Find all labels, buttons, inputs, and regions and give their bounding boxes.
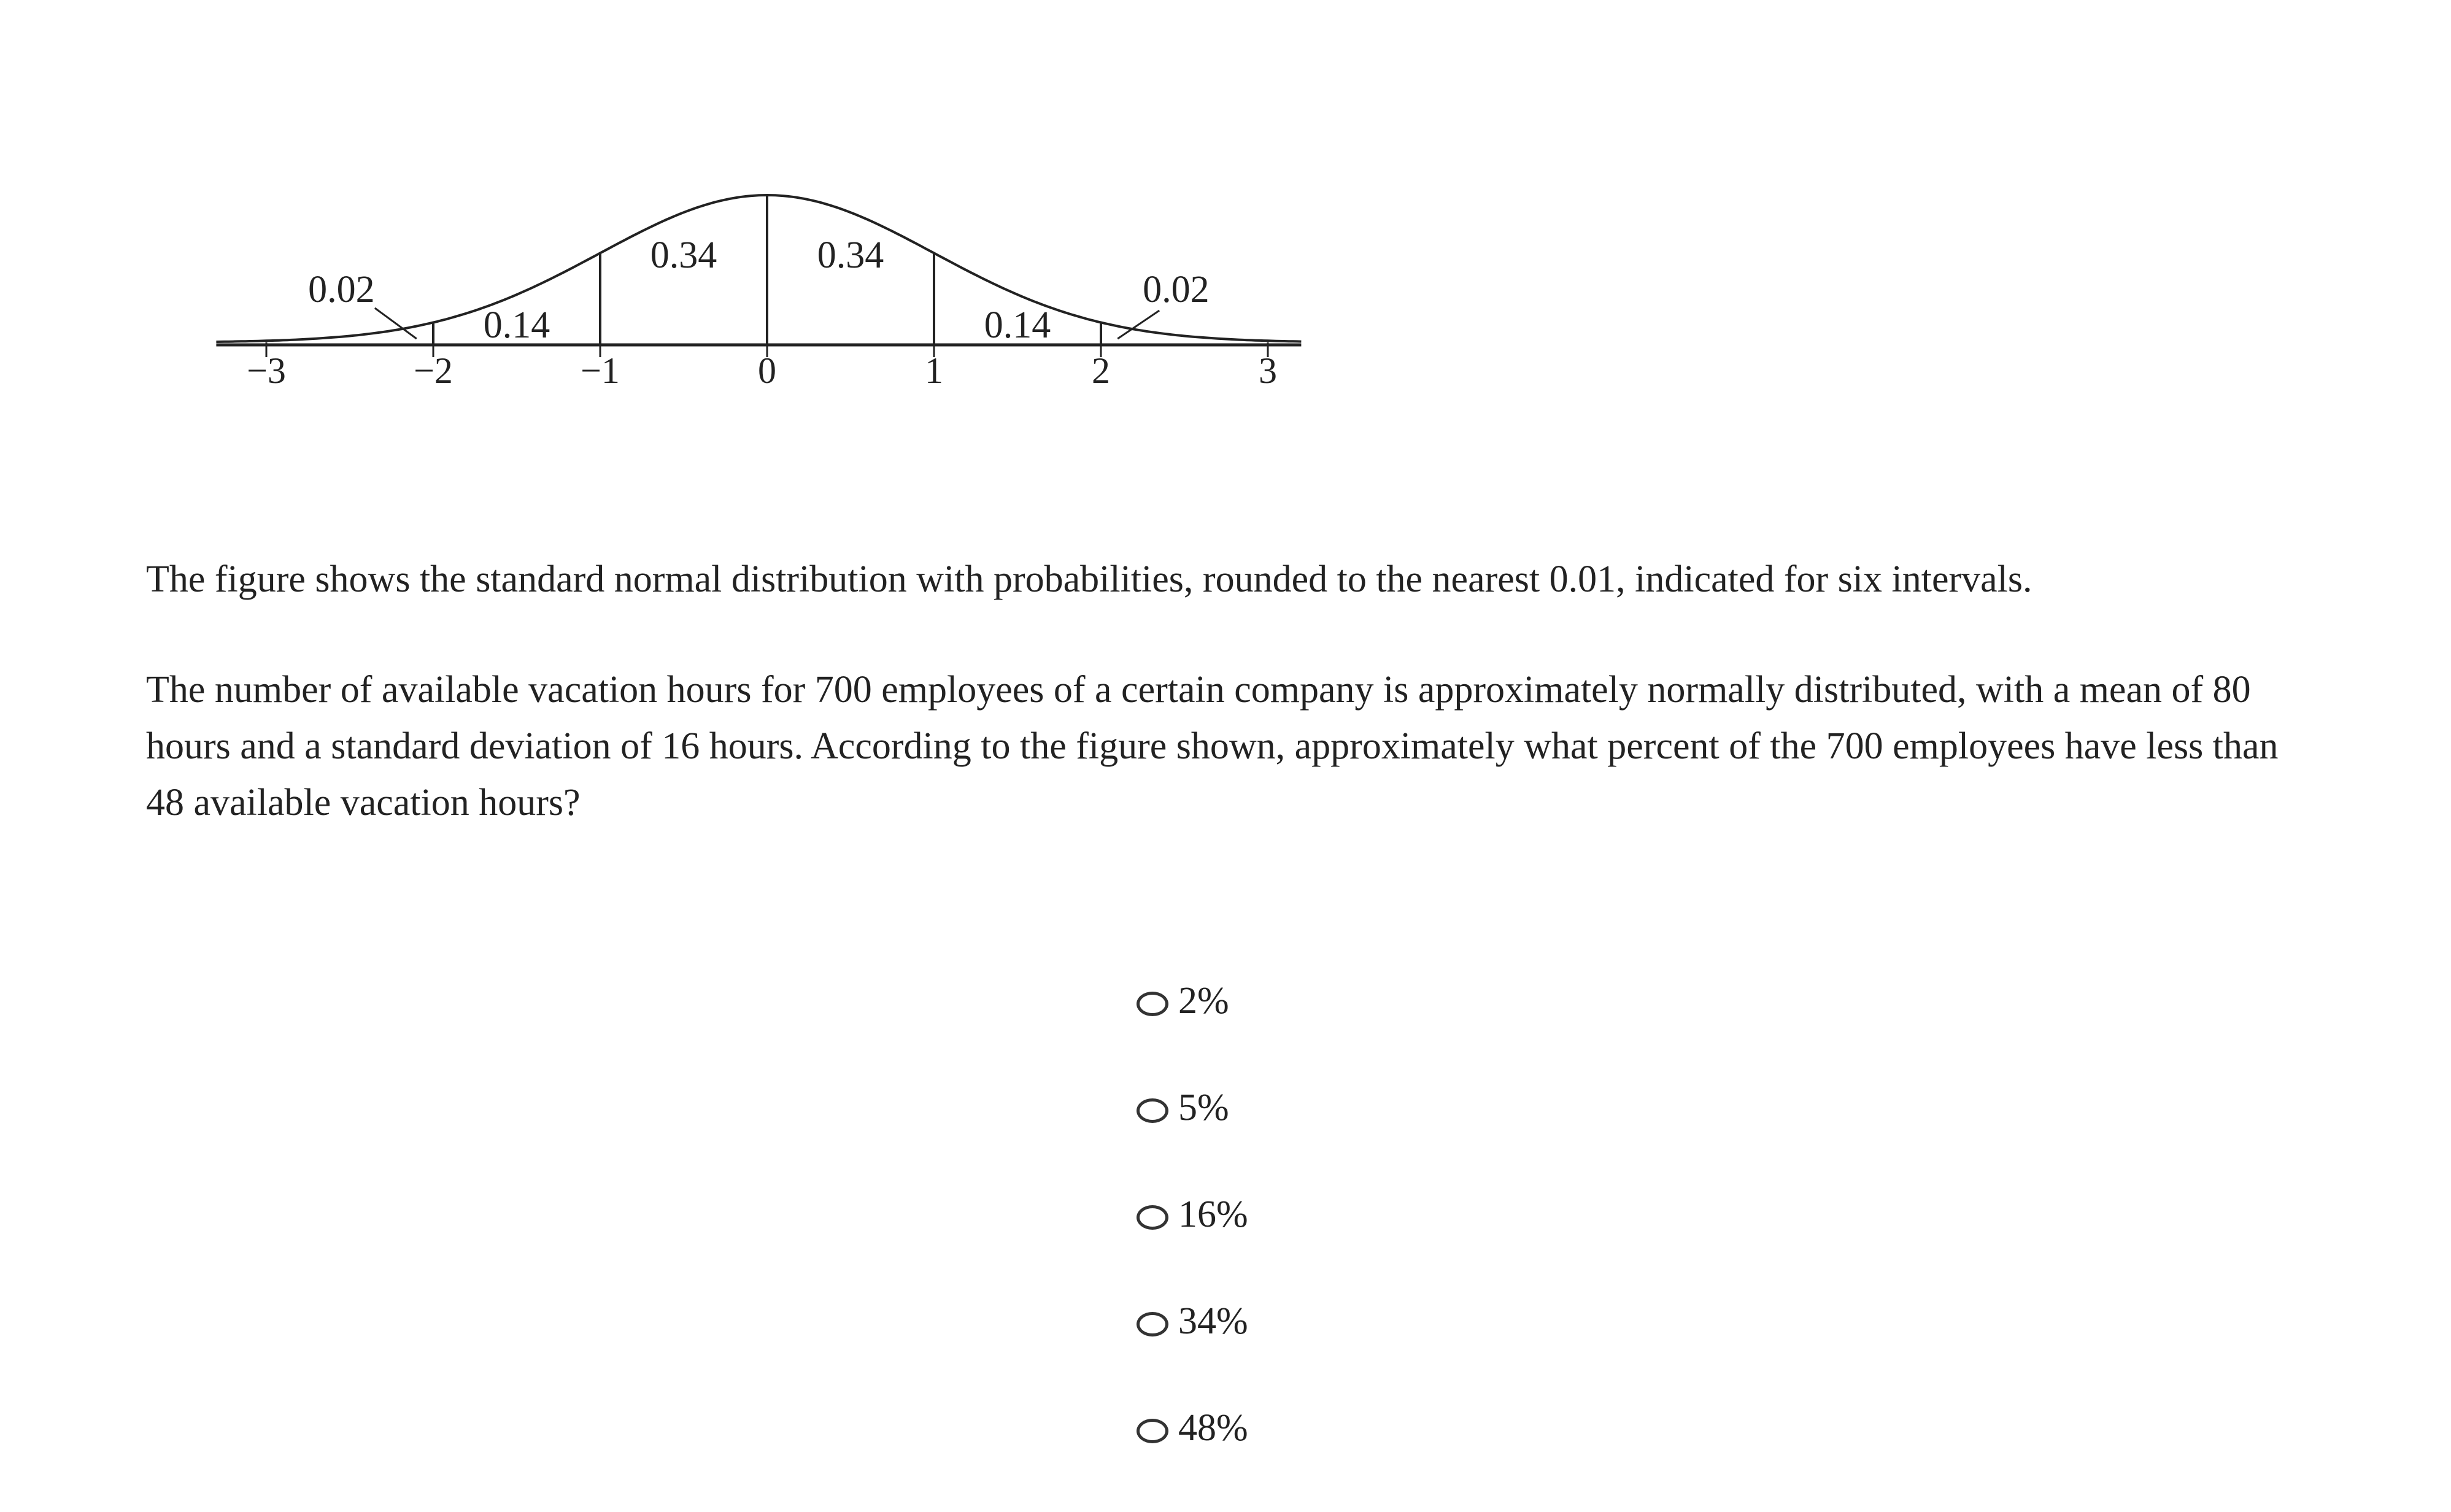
- radio-button-icon[interactable]: [1137, 1312, 1168, 1336]
- x-tick-label: 2: [1092, 350, 1110, 391]
- answer-choice[interactable]: [1137, 978, 1248, 1024]
- interval-probability-label: 0.02: [1143, 269, 1210, 310]
- answer-choice[interactable]: [1137, 1085, 1248, 1130]
- choice-label: 34%: [1178, 1300, 1248, 1342]
- x-tick-label: 1: [925, 350, 943, 391]
- radio-button-icon[interactable]: [1137, 1098, 1168, 1123]
- answer-choices: [1137, 978, 1248, 1512]
- radio-button-icon[interactable]: [1137, 992, 1168, 1016]
- answer-choice[interactable]: [1137, 1192, 1248, 1237]
- choice-label: 48%: [1178, 1406, 1248, 1449]
- interval-probability-label: 0.34: [817, 234, 884, 276]
- x-tick-label: −3: [247, 350, 286, 391]
- choice-label: 16%: [1178, 1193, 1248, 1235]
- x-tick-label: 3: [1259, 350, 1277, 391]
- density-curve: [216, 195, 1301, 342]
- answer-choice[interactable]: [1137, 1298, 1248, 1344]
- interval-probability-label: 0.14: [483, 304, 550, 346]
- x-tick-label: −2: [414, 350, 453, 391]
- interval-probability-label: 0.02: [308, 269, 375, 310]
- interval-probability-label: 0.34: [650, 234, 717, 276]
- tail-leader-line: [375, 308, 417, 339]
- tail-leader-line: [1117, 310, 1159, 339]
- choice-label: 5%: [1178, 1086, 1229, 1128]
- normal-distribution-figure: [215, 92, 1332, 436]
- x-tick-label: 0: [758, 350, 776, 391]
- answer-choice[interactable]: [1137, 1405, 1248, 1451]
- radio-button-icon[interactable]: [1137, 1419, 1168, 1443]
- x-tick-label: −1: [581, 350, 620, 391]
- interval-probability-label: 0.14: [984, 304, 1051, 346]
- figure-description: The figure shows the standard normal distribution with probabilities, rounded to the nearest 0.01, indicated for six intervals.: [146, 558, 2032, 600]
- radio-button-icon[interactable]: [1137, 1205, 1168, 1230]
- question-stem: The number of available vacation hours for 700 employees of a certain company is approximately normally distributed, with a mean of 80 hours and a standard deviation of 16 hours. According to the figure shown, approximately what percent of the 700 employees have less than 48 available vacation hours?: [146, 669, 2279, 824]
- choice-label: 2%: [1178, 979, 1229, 1022]
